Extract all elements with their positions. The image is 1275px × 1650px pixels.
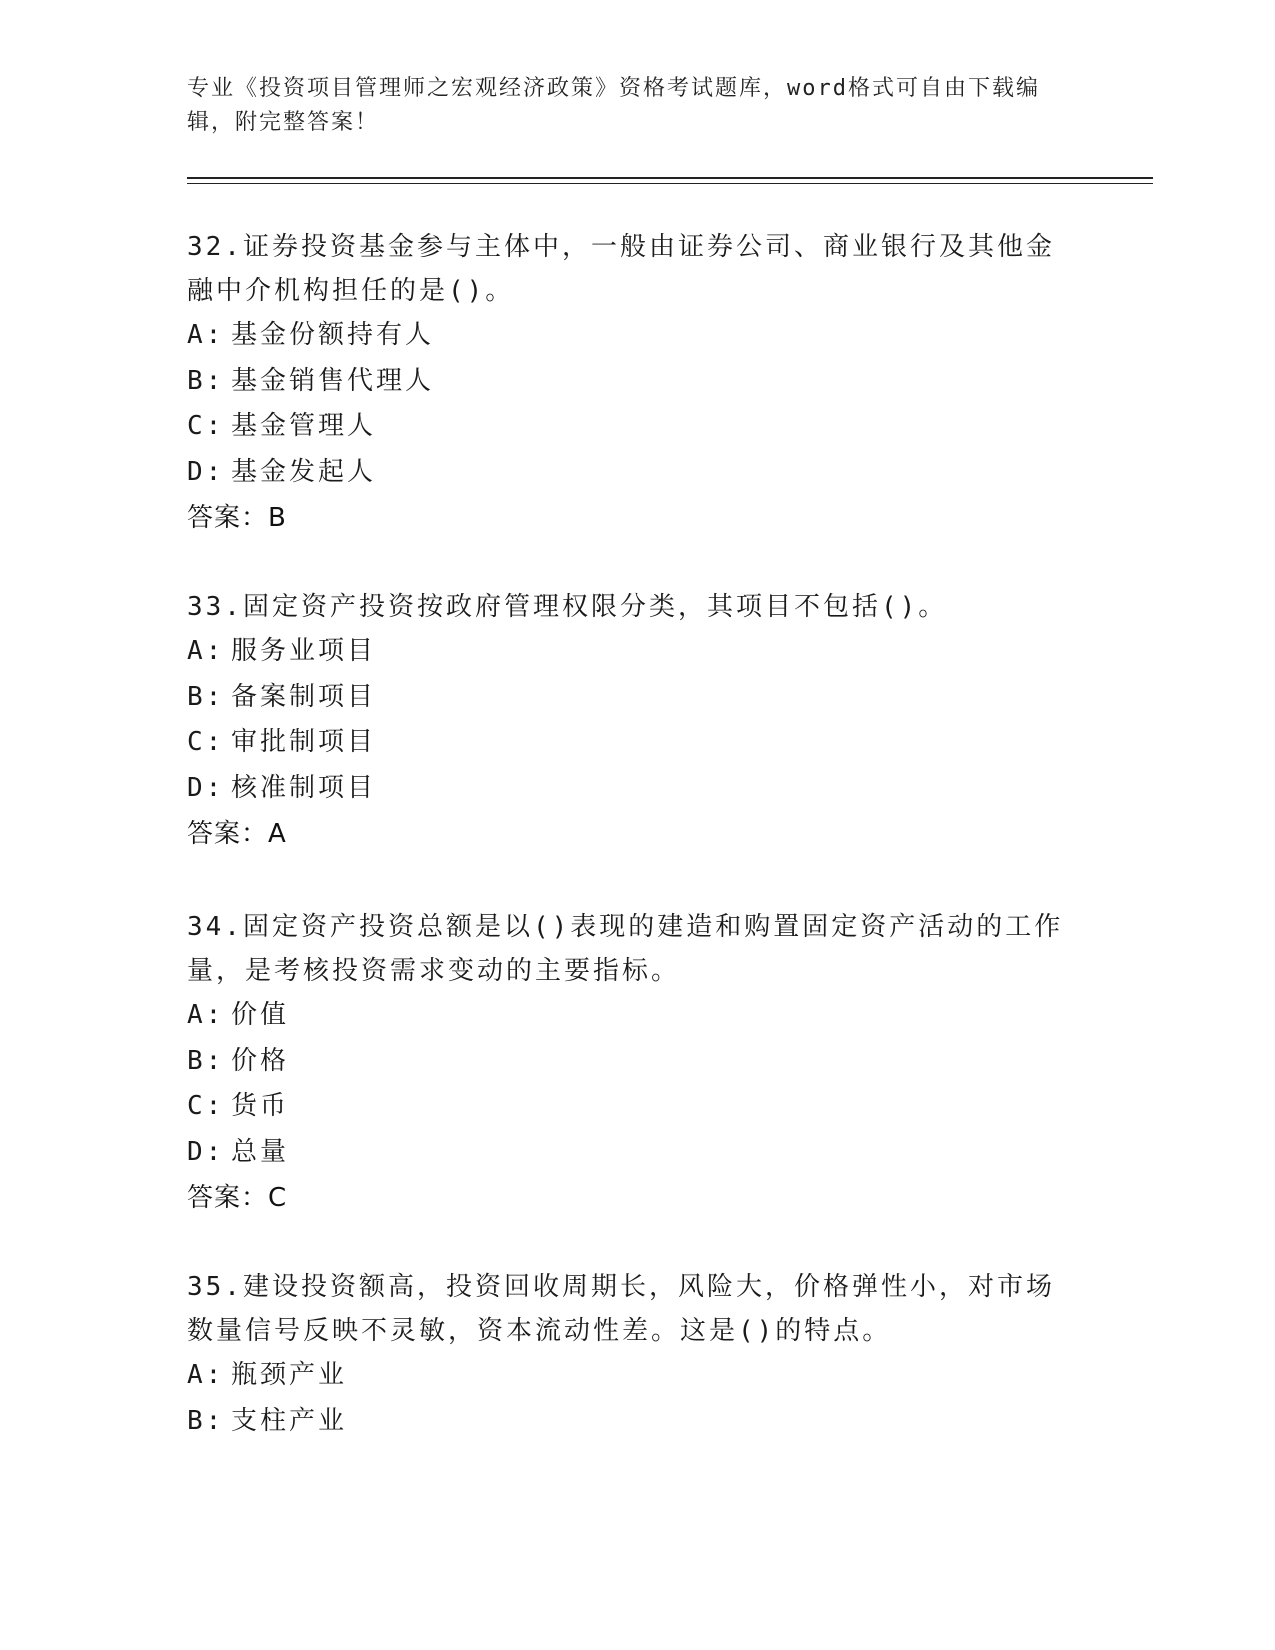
option-key: C:: [187, 411, 225, 441]
question-stem: 35.建设投资额高，投资回收周期长，风险大，价格弹性小，对市场数量信号反映不灵敏，资本流动性差。这是()的特点。: [187, 1272, 1055, 1346]
option-key: B:: [187, 1045, 225, 1076]
option-key: D:: [187, 456, 225, 487]
option-d: [187, 450, 1067, 496]
option-text: 基金销售代理人: [231, 365, 435, 396]
document-header: 专业《投资项目管理师之宏观经济政策》资格考试题库，word格式可自由下载编辑，附完整答案！: [187, 76, 1040, 135]
option-key: A:: [187, 1000, 225, 1030]
option-text: 基金管理人: [231, 411, 377, 441]
option-text: 核准制项目: [231, 772, 377, 803]
option-key: B:: [187, 365, 225, 396]
option-a: [187, 1353, 1067, 1399]
option-d: [187, 1130, 1067, 1176]
option-b: [187, 1039, 1067, 1085]
option-key: D:: [187, 1136, 225, 1167]
option-key: A:: [187, 1360, 225, 1390]
option-text: 服务业项目: [231, 636, 377, 666]
option-text: 瓶颈产业: [231, 1360, 348, 1390]
option-key: C:: [187, 727, 225, 757]
option-key: B:: [187, 681, 225, 712]
option-key: A:: [187, 636, 225, 666]
option-c: [187, 1084, 1067, 1130]
option-key: B:: [187, 1405, 225, 1436]
option-b: [187, 675, 1067, 721]
option-a: [187, 629, 1067, 675]
question-stem: 34.固定资产投资总额是以()表现的建造和购置固定资产活动的工作量，是考核投资需求变动的主要指标。: [187, 912, 1064, 986]
option-b: [187, 1399, 1067, 1445]
question-35: [187, 1265, 1067, 1444]
option-d: [187, 766, 1067, 812]
question-34: [187, 905, 1067, 1221]
option-text: 价格: [231, 1045, 290, 1076]
option-key: C:: [187, 1091, 225, 1121]
option-text: 货币: [231, 1091, 290, 1121]
option-c: [187, 720, 1067, 766]
option-b: [187, 359, 1067, 405]
question-stem: 33.固定资产投资按政府管理权限分类，其项目不包括()。: [187, 592, 948, 622]
option-c: [187, 404, 1067, 450]
answer-label: 答案：B: [187, 503, 287, 533]
answer-label: 答案：C: [187, 1183, 288, 1213]
option-text: 总量: [231, 1136, 290, 1167]
question-32: [187, 225, 1067, 541]
option-text: 基金发起人: [231, 456, 377, 487]
answer-label: 答案：A: [187, 819, 287, 849]
option-text: 备案制项目: [231, 681, 377, 712]
option-text: 审批制项目: [231, 727, 377, 757]
question-stem: 32.证券投资基金参与主体中，一般由证券公司、商业银行及其他金融中介机构担任的是()。: [187, 232, 1055, 306]
option-a: [187, 313, 1067, 359]
option-key: A:: [187, 320, 225, 350]
option-text: 价值: [231, 1000, 290, 1030]
option-a: [187, 993, 1067, 1039]
option-key: D:: [187, 772, 225, 803]
option-text: 基金份额持有人: [231, 320, 435, 350]
header-divider: [187, 177, 1153, 184]
option-text: 支柱产业: [231, 1405, 348, 1436]
question-33: [187, 585, 1067, 857]
